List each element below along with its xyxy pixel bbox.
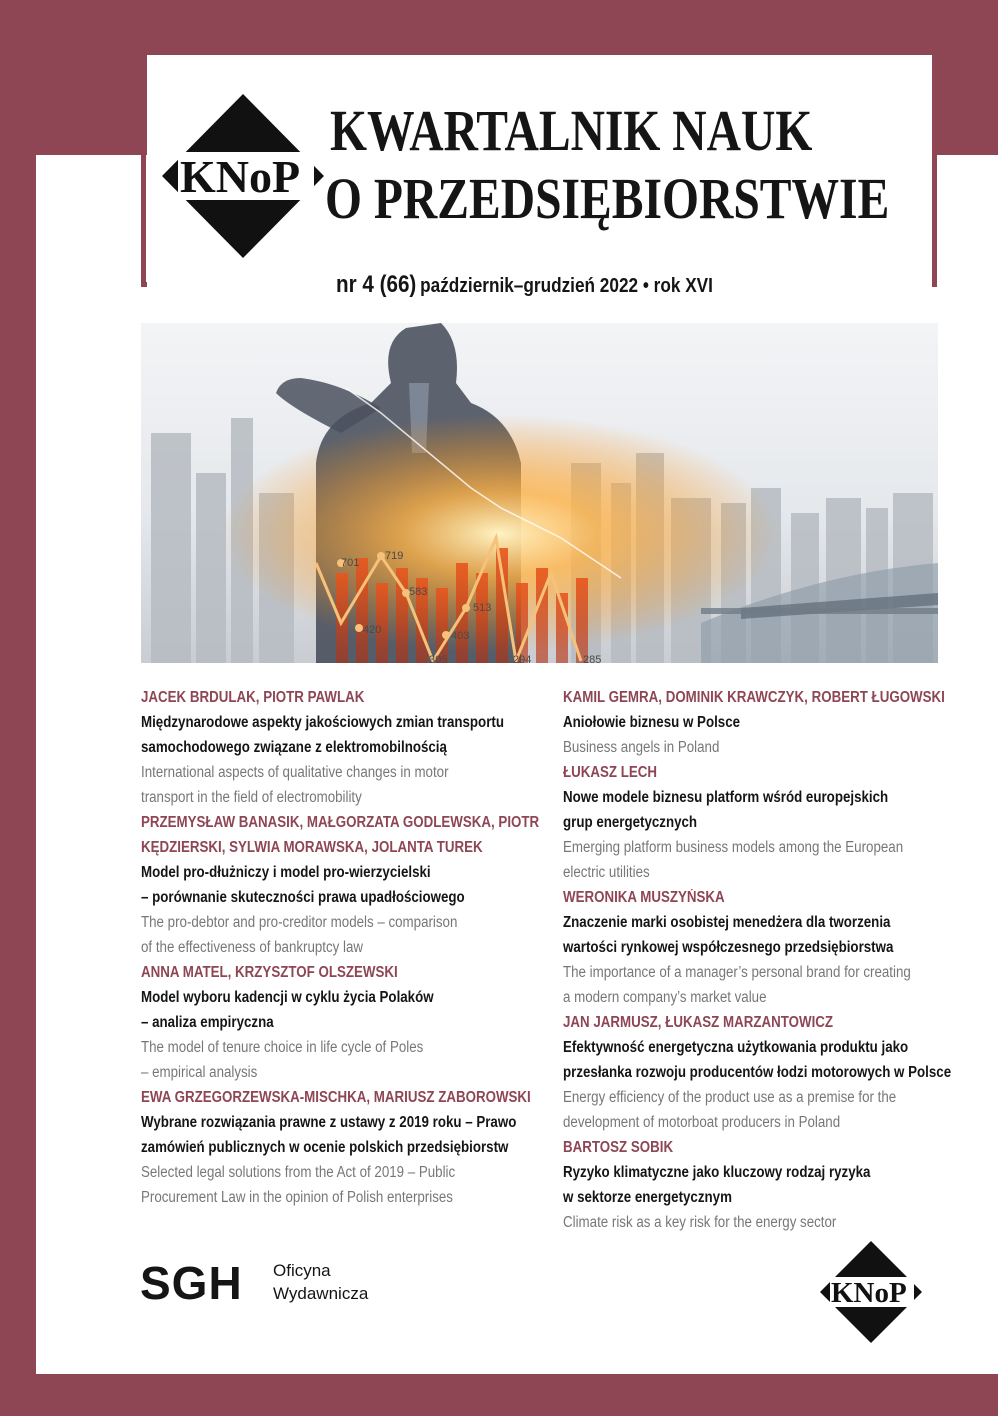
article-title-en: Climate risk as a key risk for the energy sector bbox=[563, 1214, 837, 1231]
article-authors: ANNA MATEL, KRZYSZTOF OLSZEWSKI bbox=[141, 964, 398, 981]
article-entry bbox=[563, 885, 963, 1010]
chart-label: 403 bbox=[451, 630, 470, 642]
article-authors: WERONIKA MUSZYŃSKA bbox=[563, 889, 725, 906]
chart-label: 719 bbox=[385, 550, 404, 562]
article-title-pl: Wybrane rozwiązania prawne z ustawy z 2019 roku – Prawo bbox=[141, 1114, 517, 1131]
issue-date: październik–grudzień 2022 • rok XVI bbox=[420, 275, 713, 297]
article-entry bbox=[563, 685, 963, 760]
chart-label: 305 bbox=[429, 654, 448, 663]
article-title-pl: Efektywność energetyczna użytkowania produktu jako bbox=[563, 1039, 909, 1056]
article-title-pl: wartości rynkowej współczesnego przedsiębiorstwa bbox=[563, 939, 894, 956]
article-authors: ŁUKASZ LECH bbox=[563, 764, 658, 781]
article-authors: KĘDZIERSKI, SYLWIA MORAWSKA, JOLANTA TUREK bbox=[141, 839, 483, 856]
article-title-pl: Aniołowie biznesu w Polsce bbox=[563, 714, 741, 731]
article-title-en: of the effectiveness of bankruptcy law bbox=[141, 939, 364, 956]
article-entry bbox=[563, 1010, 963, 1135]
article-title-pl: zamówień publicznych w ocenie polskich przedsiębiorstw bbox=[141, 1139, 509, 1156]
article-title-en: Emerging platform business models among the European bbox=[563, 839, 904, 856]
article-title-en: a modern company’s market value bbox=[563, 989, 767, 1006]
article-title-en: The importance of a manager’s personal brand for creating bbox=[563, 964, 911, 981]
knop-logo-top bbox=[158, 92, 328, 260]
chart-label: 294 bbox=[513, 654, 532, 663]
sgh-logo: SGH bbox=[140, 1257, 243, 1309]
article-title-pl: Międzynarodowe aspekty jakościowych zmian transportu bbox=[141, 714, 504, 731]
issue-info bbox=[336, 271, 713, 301]
article-authors: JACEK BRDULAK, PIOTR PAWLAK bbox=[141, 689, 365, 706]
publisher-name bbox=[273, 1259, 368, 1305]
article-title-en: electric utilities bbox=[563, 864, 650, 881]
chart-label: 420 bbox=[363, 624, 382, 636]
article-title-pl: – analiza empiryczna bbox=[141, 1014, 274, 1031]
article-title-pl: w sektorze energetycznym bbox=[563, 1189, 732, 1206]
article-entry bbox=[141, 685, 541, 810]
publisher-line1: Oficyna bbox=[273, 1261, 331, 1280]
article-entry bbox=[563, 1135, 963, 1235]
article-title-pl: samochodowego związane z elektromobilnością bbox=[141, 739, 447, 756]
article-authors: EWA GRZEGORZEWSKA-MISCHKA, MARIUSZ ZABOROWSKI bbox=[141, 1089, 531, 1106]
chart-label: 701 bbox=[341, 557, 360, 569]
articles-left-column bbox=[141, 685, 541, 1210]
article-title-pl: Znaczenie marki osobistej menedżera dla tworzenia bbox=[563, 914, 891, 931]
article-title-en: Selected legal solutions from the Act of 2019 – Public bbox=[141, 1164, 456, 1181]
chart-label: 513 bbox=[473, 602, 492, 614]
article-authors: JAN JARMUSZ, ŁUKASZ MARZANTOWICZ bbox=[563, 1014, 834, 1031]
article-title-en: Energy efficiency of the product use as a premise for the bbox=[563, 1089, 897, 1106]
article-title-pl: Nowe modele biznesu platform wśród europejskich bbox=[563, 789, 889, 806]
article-entry bbox=[141, 1085, 541, 1210]
article-title-pl: grup energetycznych bbox=[563, 814, 698, 831]
article-authors: KAMIL GEMRA, DOMINIK KRAWCZYK, ROBERT ŁUGOWSKI bbox=[563, 689, 945, 706]
article-title-en: development of motorboat producers in Poland bbox=[563, 1114, 841, 1131]
knop-logo-bottom bbox=[818, 1239, 924, 1345]
article-title-en: transport in the field of electromobility bbox=[141, 789, 362, 806]
article-title-en: International aspects of qualitative changes in motor bbox=[141, 764, 449, 781]
article-title-pl: Ryzyko klimatyczne jako kluczowy rodzaj ryzyka bbox=[563, 1164, 871, 1181]
article-title-pl: przesłanka rozwoju producentów łodzi motorowych w Polsce bbox=[563, 1064, 952, 1081]
article-title-en: – empirical analysis bbox=[141, 1064, 258, 1081]
article-title-en: The model of tenure choice in life cycle of Poles bbox=[141, 1039, 424, 1056]
cover-photo bbox=[141, 323, 938, 663]
article-entry bbox=[141, 810, 541, 960]
logo-text-bottom: KNoP bbox=[831, 1277, 907, 1309]
issue-number: nr 4 (66) bbox=[336, 271, 417, 298]
publisher-line2: Wydawnicza bbox=[273, 1284, 369, 1303]
logo-text: KNoP bbox=[180, 151, 301, 202]
article-title-en: Procurement Law in the opinion of Polish enterprises bbox=[141, 1189, 453, 1206]
journal-title-line2: O PRZEDSIĘBIORSTWIE bbox=[325, 166, 890, 231]
article-title-pl: – porównanie skuteczności prawa upadłościowego bbox=[141, 889, 465, 906]
chart-label: 583 bbox=[409, 586, 428, 598]
article-title-en: The pro-debtor and pro-creditor models – comparison bbox=[141, 914, 458, 931]
article-entry bbox=[563, 760, 963, 885]
article-title-pl: Model wyboru kadencji w cyklu życia Polaków bbox=[141, 989, 434, 1006]
article-authors: BARTOSZ SOBIK bbox=[563, 1139, 674, 1156]
journal-title-line1: KWARTALNIK NAUK bbox=[330, 98, 813, 163]
article-title-en: Business angels in Poland bbox=[563, 739, 720, 756]
article-title-pl: Model pro-dłużniczy i model pro-wierzycielski bbox=[141, 864, 431, 881]
chart-label: 285 bbox=[583, 654, 602, 663]
articles-right-column bbox=[563, 685, 963, 1235]
article-authors: PRZEMYSŁAW BANASIK, MAŁGORZATA GODLEWSKA, PIOTR bbox=[141, 814, 540, 831]
article-entry bbox=[141, 960, 541, 1085]
